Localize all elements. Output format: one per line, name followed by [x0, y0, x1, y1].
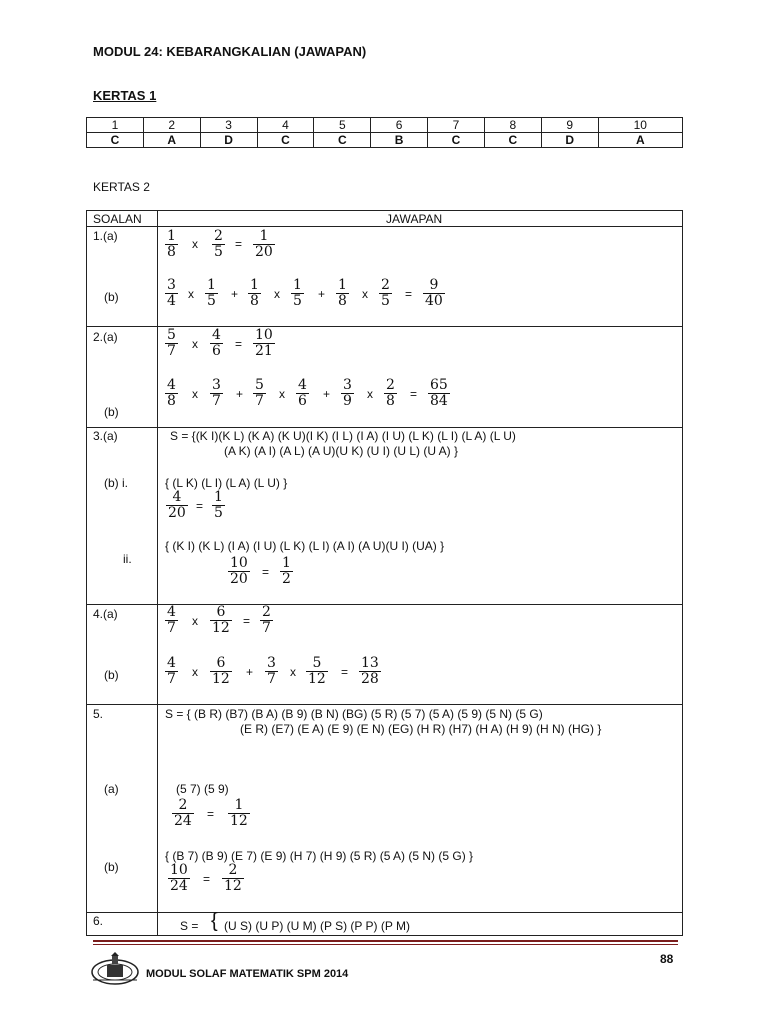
numerator: 2	[228, 862, 238, 878]
answer-cell: B	[371, 133, 428, 148]
denominator: 7	[167, 620, 176, 636]
fraction	[166, 490, 188, 521]
qnum-cell: 3	[200, 118, 257, 133]
footer-rule	[93, 944, 678, 945]
answer-cell: C	[428, 133, 485, 148]
numerator: 1	[167, 228, 176, 244]
sample-space-line: (E R) (E7) (E A) (E 9) (E N) (EG) (H R) (H7) (H A) (H 9) (H N) (HG) }	[240, 722, 602, 736]
numerator: 6	[216, 604, 226, 620]
denominator: 7	[255, 393, 264, 409]
qnum-cell: 5	[314, 118, 371, 133]
denominator: 2	[282, 571, 291, 587]
denominator: 7	[267, 671, 276, 687]
fraction	[228, 798, 250, 829]
operator: =	[341, 665, 349, 679]
operator: =	[203, 872, 211, 886]
operator: x	[367, 387, 373, 401]
operator: =	[262, 565, 270, 579]
question-label: (a)	[104, 782, 119, 796]
fraction	[228, 556, 250, 587]
event-set: (5 7) (5 9)	[176, 782, 229, 796]
numerator: 6	[216, 655, 226, 671]
denominator: 5	[381, 293, 390, 309]
fraction	[222, 863, 244, 894]
denominator: 5	[207, 293, 216, 309]
numerator: 1	[338, 277, 347, 293]
denominator: 12	[230, 813, 248, 829]
operator: x	[274, 287, 280, 301]
denominator: 5	[214, 505, 223, 521]
fraction	[212, 490, 225, 521]
operator: x	[192, 665, 198, 679]
operator: x	[188, 287, 194, 301]
qnum-cell: 1	[87, 118, 144, 133]
operator: x	[192, 387, 198, 401]
denominator: 6	[298, 393, 307, 409]
denominator: 8	[167, 244, 176, 260]
operator: =	[243, 614, 251, 628]
fraction	[212, 229, 225, 260]
denominator: 20	[255, 244, 273, 260]
fraction	[306, 656, 328, 687]
operator: =	[196, 499, 204, 513]
numerator: 2	[381, 277, 390, 293]
fraction	[165, 229, 178, 260]
event-set: { (L K) (L I) (L A) (L U) }	[165, 476, 288, 490]
numerator: 4	[212, 327, 221, 343]
fraction	[165, 605, 178, 636]
sample-space-line: (A K) (A I) (A L) (A U)(U K) (U I) (U L) (U A) }	[224, 444, 459, 458]
fraction	[280, 556, 293, 587]
denominator: 24	[170, 878, 188, 894]
denominator: 8	[167, 393, 176, 409]
answer-cell: C	[87, 133, 144, 148]
question-number-row	[87, 118, 683, 133]
fraction	[165, 278, 178, 309]
numerator: 3	[212, 377, 221, 393]
numerator: 1	[293, 277, 302, 293]
answer-cell: C	[484, 133, 541, 148]
qnum-cell: 9	[541, 118, 598, 133]
row-divider	[86, 704, 683, 705]
fraction	[253, 328, 275, 359]
fraction	[168, 863, 190, 894]
numerator: 2	[214, 228, 223, 244]
fraction	[359, 656, 381, 687]
fraction	[165, 328, 178, 359]
denominator: 12	[212, 620, 230, 636]
fraction	[210, 656, 232, 687]
denominator: 40	[425, 293, 443, 309]
operator: =	[235, 337, 243, 351]
answer-cell: C	[314, 133, 371, 148]
operator: =	[207, 807, 215, 821]
fraction	[210, 605, 232, 636]
fraction	[296, 378, 309, 409]
answer-row	[87, 133, 683, 148]
kertas1-heading: KERTAS 1	[93, 88, 157, 103]
numerator: 10	[170, 862, 188, 878]
fraction	[165, 656, 178, 687]
numerator: 4	[167, 604, 176, 620]
denominator: 7	[262, 620, 271, 636]
sample-space-line: S = {(K I)(K L) (K A) (K U)(I K) (I L) (I A) (I U) (L K) (L I) (L A) (L U)	[170, 429, 516, 443]
question-label: ii.	[123, 552, 132, 566]
denominator: 9	[343, 393, 352, 409]
question-label: 5.	[93, 707, 104, 721]
module-title: MODUL 24: KEBARANGKALIAN (JAWAPAN)	[93, 44, 367, 59]
operator: =	[405, 287, 413, 301]
numerator: 10	[255, 327, 273, 343]
numerator: 9	[429, 277, 439, 293]
numerator: 1	[207, 277, 216, 293]
numerator: 1	[259, 228, 269, 244]
denominator: 6	[212, 343, 221, 359]
set-brace: {	[211, 910, 218, 932]
soalan-header: SOALAN	[93, 212, 142, 226]
numerator: 4	[172, 489, 182, 505]
fraction	[291, 278, 304, 309]
answer-cell: D	[200, 133, 257, 148]
answer-cell: A	[598, 133, 682, 148]
operator: x	[290, 665, 296, 679]
operator: +	[323, 387, 331, 401]
fraction	[265, 656, 278, 687]
fraction	[260, 605, 273, 636]
denominator: 12	[212, 671, 230, 687]
footer-rule	[93, 940, 678, 942]
fraction	[428, 378, 450, 409]
row-divider	[86, 912, 683, 913]
page-number: 88	[660, 952, 674, 966]
denominator: 20	[230, 571, 248, 587]
qnum-cell: 6	[371, 118, 428, 133]
operator: x	[192, 237, 198, 251]
numerator: 5	[167, 327, 176, 343]
question-label: 6.	[93, 914, 104, 928]
numerator: 5	[255, 377, 264, 393]
numerator: 1	[282, 555, 291, 571]
fraction	[165, 378, 178, 409]
numerator: 3	[167, 277, 176, 293]
denominator: 7	[212, 393, 221, 409]
denominator: 5	[293, 293, 302, 309]
event-set: { (B 7) (B 9) (E 7) (E 9) (H 7) (H 9) (5 R) (5 A) (5 N) (5 G) }	[165, 849, 474, 863]
denominator: 5	[214, 244, 223, 260]
denominator: 7	[167, 343, 176, 359]
row-divider	[86, 427, 683, 428]
fraction	[210, 328, 223, 359]
fraction	[379, 278, 392, 309]
fraction	[210, 378, 223, 409]
qnum-cell: 7	[428, 118, 485, 133]
denominator: 8	[386, 393, 395, 409]
kertas2-heading: KERTAS 2	[93, 180, 150, 194]
operator: =	[410, 387, 418, 401]
denominator: 21	[255, 343, 273, 359]
denominator: 28	[361, 671, 379, 687]
denominator: 84	[430, 393, 448, 409]
qnum-cell: 2	[143, 118, 200, 133]
sample-space-prefix: S =	[180, 919, 199, 933]
fraction	[384, 378, 397, 409]
qnum-cell: 4	[257, 118, 314, 133]
operator: x	[279, 387, 285, 401]
qnum-cell: 8	[484, 118, 541, 133]
question-label: (b)	[104, 860, 119, 874]
jawapan-header: JAWAPAN	[386, 212, 443, 226]
numerator: 2	[386, 377, 395, 393]
operator: =	[235, 237, 243, 251]
answer-cell: A	[143, 133, 200, 148]
operator: x	[192, 337, 198, 351]
operator: x	[362, 287, 368, 301]
numerator: 10	[230, 555, 248, 571]
header-divider	[86, 226, 683, 227]
numerator: 4	[167, 377, 176, 393]
footer-text: MODUL SOLAF MATEMATIK SPM 2014	[146, 968, 349, 980]
column-divider	[157, 210, 158, 936]
fraction	[248, 278, 261, 309]
fraction	[253, 229, 275, 260]
sample-space-line: S = { (B R) (B7) (B A) (B 9) (B N) (BG) (5 R) (5 7) (5 A) (5 9) (5 N) (5 G)	[165, 707, 543, 721]
operator: +	[318, 287, 326, 301]
kertas1-answer-table	[86, 117, 683, 148]
question-label: (b) i.	[104, 476, 128, 490]
fraction	[341, 378, 354, 409]
fraction	[172, 798, 194, 829]
numerator: 1	[234, 797, 244, 813]
answer-cell: C	[257, 133, 314, 148]
question-label: 4.(a)	[93, 607, 118, 621]
denominator: 20	[168, 505, 186, 521]
fraction	[205, 278, 218, 309]
fraction	[336, 278, 349, 309]
operator: +	[231, 287, 239, 301]
numerator: 2	[262, 604, 271, 620]
answer-cell: D	[541, 133, 598, 148]
denominator: 7	[167, 671, 176, 687]
denominator: 12	[308, 671, 326, 687]
question-label: (b)	[104, 405, 119, 419]
sample-space-line: (U S) (U P) (U M) (P S) (P P) (P M)	[224, 919, 410, 933]
numerator: 13	[361, 655, 379, 671]
numerator: 3	[267, 655, 276, 671]
numerator: 65	[430, 377, 448, 393]
numerator: 3	[343, 377, 352, 393]
numerator: 1	[250, 277, 259, 293]
numerator: 1	[214, 489, 223, 505]
numerator: 5	[312, 655, 322, 671]
operator: +	[246, 665, 254, 679]
question-label: 3.(a)	[93, 429, 118, 443]
denominator: 4	[167, 293, 176, 309]
school-crest-icon	[90, 952, 140, 986]
event-set: { (K I) (K L) (I A) (I U) (L K) (L I) (A I) (A U)(U I) (UA) }	[165, 539, 445, 553]
question-label: (b)	[104, 290, 119, 304]
question-label: 2.(a)	[93, 330, 118, 344]
fraction	[423, 278, 445, 309]
denominator: 8	[250, 293, 259, 309]
denominator: 8	[338, 293, 347, 309]
denominator: 12	[224, 878, 242, 894]
numerator: 2	[178, 797, 188, 813]
question-label: 1.(a)	[93, 229, 118, 243]
qnum-cell: 10	[598, 118, 682, 133]
fraction	[253, 378, 266, 409]
numerator: 4	[167, 655, 176, 671]
operator: x	[192, 614, 198, 628]
operator: +	[236, 387, 244, 401]
numerator: 4	[298, 377, 307, 393]
denominator: 24	[174, 813, 192, 829]
question-label: (b)	[104, 668, 119, 682]
